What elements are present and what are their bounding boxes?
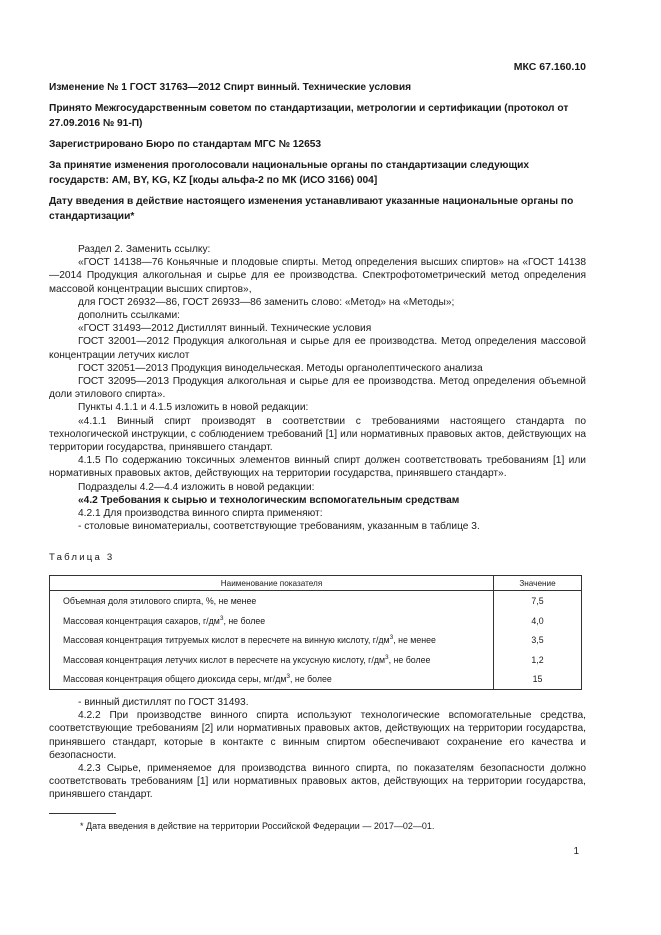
footnote-divider <box>49 813 116 814</box>
body-paragraph: Раздел 2. Заменить ссылку: <box>78 244 211 255</box>
column-header-name: Наименование показателя <box>50 576 494 591</box>
amendment-header <box>49 80 586 224</box>
body-paragraph: ГОСТ 32001—2012 Продукция алкогольная и сырье для ее производства. Метод определения массовой концентрации летучих кислот <box>49 336 586 361</box>
column-header-value: Значение <box>494 576 582 591</box>
requirements-table <box>49 575 582 690</box>
body-paragraph: 4.2.2 При производстве винного спирта используют технологические вспомогательные средства, соответствующие требованиям [2] или нормативных правовых актов, действующих на территории государства, принявшего стандарт, которые в контакте с винным спиртом обеспечивают сохранение его качества и безопасности. <box>49 710 586 761</box>
indicator-name: Массовая концентрация летучих кислот в пересчете на уксусную кислоту, $г/дм^3$, не более <box>63 653 431 665</box>
table-row <box>50 611 582 631</box>
adopted-statement: Принято Межгосударственным советом по стандартизации, метрологии и сертификации (протокол от 27.09.2016 № 91-П) <box>49 103 569 129</box>
table-caption: Таблица 3 <box>49 552 115 564</box>
amendment-body-continued <box>49 696 586 802</box>
table-row <box>50 630 582 650</box>
document-page <box>49 58 586 831</box>
body-paragraph: - винный дистиллят по ГОСТ 31493. <box>78 696 249 708</box>
body-paragraph: дополнить ссылками: <box>78 310 180 322</box>
indicator-name: Массовая концентрация сахаров, $г/дм^3$, не более <box>63 614 266 626</box>
voting-statement: За принятие изменения проголосовали национальные органы по стандартизации следующих государств: AM, BY, KG, KZ [коды альфа-2 по МК (ИСО 3166) 004] <box>49 160 530 186</box>
body-paragraph: ГОСТ 32051—2013 Продукция винодельческая. Методы органолептического анализа <box>78 362 483 374</box>
body-paragraph: Пункты 4.1.1 и 4.1.5 изложить в новой редакции: <box>78 402 309 414</box>
table-row <box>50 591 582 611</box>
indicator-value: 4,0 <box>494 611 582 631</box>
footnote: * Дата введения в действие на территории Российской Федерации — 2017—02—01. <box>80 820 435 831</box>
classification-code: МКС 67.160.10 <box>513 61 586 73</box>
body-paragraph: «ГОСТ 14138—76 Коньячные и плодовые спирты. Метод определения высших спиртов» на «ГОСТ 14138—2014 Продукция алкогольная и сырье для ее производства. Спектрофотометрический метод определения массовой концентрации высших спиртов», <box>49 257 586 295</box>
amendment-body <box>49 243 586 533</box>
registration-statement: Зарегистрировано Бюро по стандартам МГС № 12653 <box>49 139 322 150</box>
indicator-name: Массовая концентрация общего диоксида серы, $мг/дм^3$, не более <box>63 673 332 685</box>
body-paragraph: «4.2 Требования к сырью и технологическим вспомогательным средствам <box>78 494 460 506</box>
indicator-name: Объемная доля этилового спирта, %, не менее <box>63 596 257 607</box>
body-paragraph: «ГОСТ 31493—2012 Дистиллят винный. Технические условия <box>78 323 372 335</box>
body-paragraph: 4.2.3 Сырье, применяемое для производства винного спирта, по показателям безопасности должно соответствовать требованиям [1] или нормативных правовых актов, действующих на территории государства, принявшего стандарт. <box>49 762 586 801</box>
indicator-value: 3,5 <box>494 630 582 650</box>
body-paragraph: - столовые виноматериалы, соответствующие требованиям, указанным в таблице 3. <box>78 521 480 533</box>
body-paragraph: 4.2.1 Для производства винного спирта применяют: <box>78 508 323 520</box>
body-paragraph: 4.1.5 По содержанию токсичных элементов винный спирт должен соответствовать требованиям [1] или нормативных правовых актов, действующих на территории государства, принявшего стандарт». <box>49 455 586 480</box>
body-paragraph: Подразделы 4.2—4.4 изложить в новой редакции: <box>78 481 315 493</box>
indicator-value: 15 <box>494 669 582 689</box>
table-row <box>50 650 582 670</box>
body-paragraph: ГОСТ 32095—2013 Продукция алкогольная и сырье для ее производства. Метод определения объемной доли этилового спирта». <box>49 376 586 401</box>
body-paragraph: для ГОСТ 26932—86, ГОСТ 26933—86 заменить слово: «Метод» на «Методы»; <box>78 296 455 308</box>
indicator-name: Массовая концентрация титруемых кислот в пересчете на винную кислоту, $г/дм^3$, не менее <box>63 634 436 646</box>
body-paragraph: «4.1.1 Винный спирт производят в соответствии с требованиями настоящего стандарта по технологической инструкции, с соблюдением требований [1] или нормативных правовых актов, действующих на территории государства, принявшего стандарт. <box>49 415 586 454</box>
indicator-value: 1,2 <box>494 650 582 670</box>
indicator-value: 7,5 <box>494 591 582 611</box>
effective-date-statement: Дату введения в действие настоящего изменения устанавливают указанные национальные органы по стандартизации* <box>49 196 574 222</box>
page-number: 1 <box>573 846 579 857</box>
table-row <box>50 669 582 689</box>
amendment-title: Изменение № 1 ГОСТ 31763—2012 Спирт винный. Технические условия <box>49 82 412 93</box>
